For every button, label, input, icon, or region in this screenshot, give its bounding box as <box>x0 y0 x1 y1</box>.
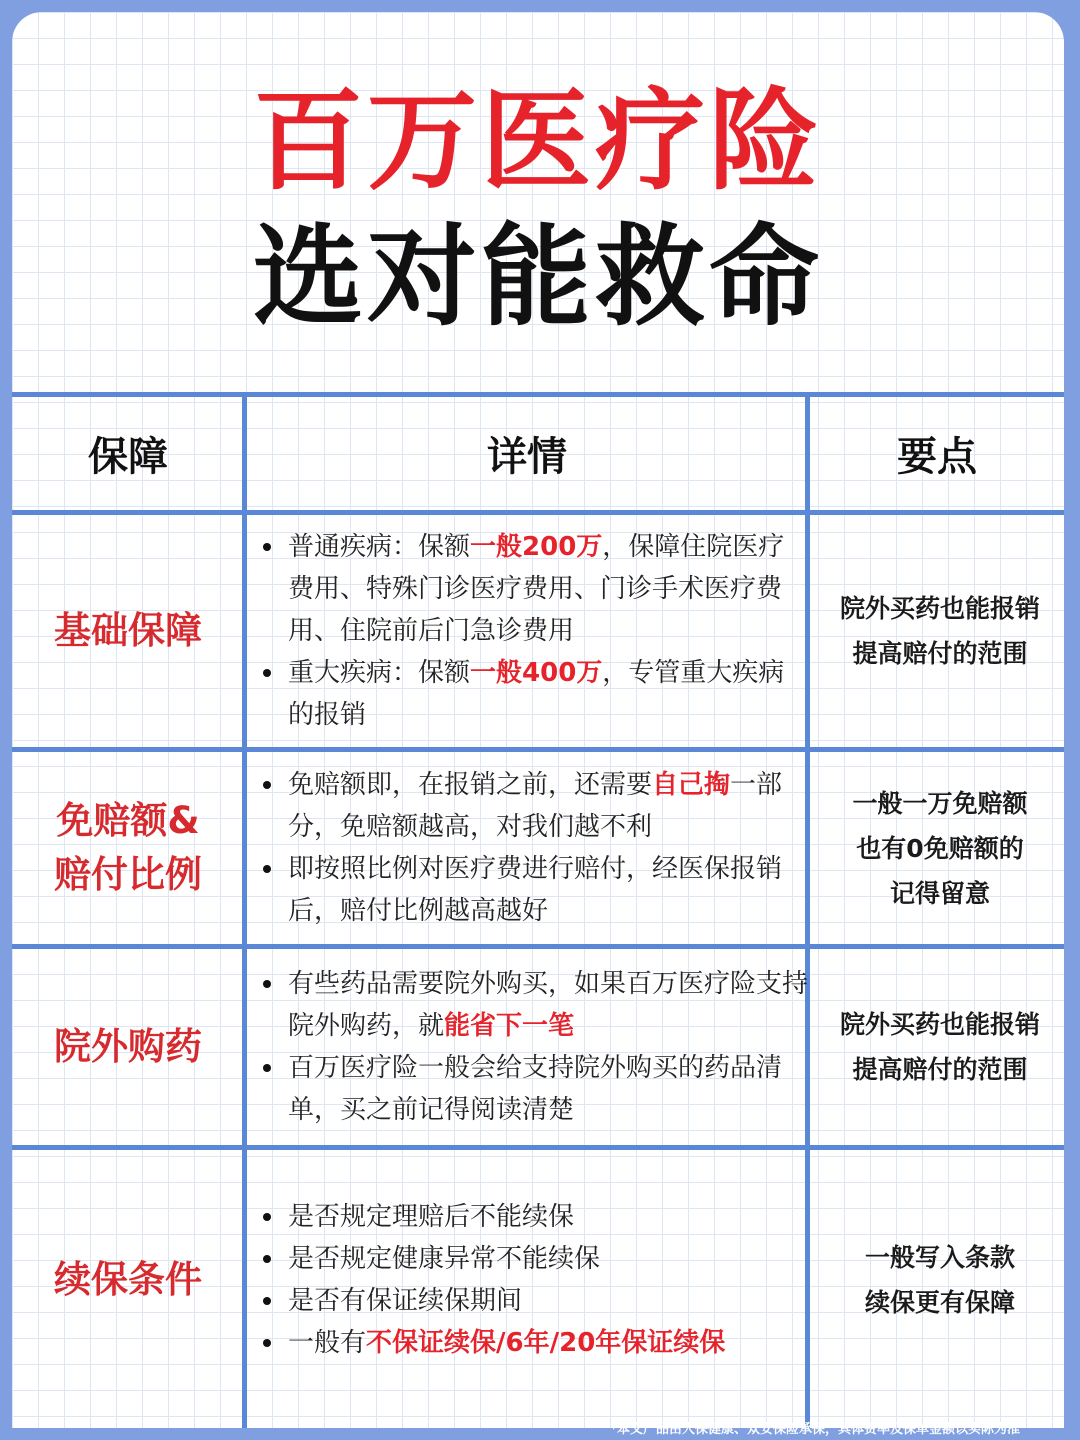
detail-bullet: 是否规定健康异常不能续保 <box>288 1238 808 1280</box>
detail-bullet: 是否有保证续保期间 <box>288 1280 808 1322</box>
row-label-outpatient-drugs <box>12 949 244 1145</box>
row-details <box>252 752 808 944</box>
row-details <box>252 515 808 747</box>
key-point-text: 提高赔付的范围 <box>852 639 1028 668</box>
header-details: 详情 <box>487 433 567 480</box>
row-key-points <box>816 1150 1064 1410</box>
detail-bullet: 是否规定理赔后不能续保 <box>288 1196 808 1238</box>
footnote-disclaimer: *本文产品由人保健康、众安保险承保，具体费率及保单金额以实际为准 <box>610 1422 1020 1437</box>
detail-bullet: 普通疾病：保额一般200万，保障住院医疗费用、特殊门诊医疗费用、门诊手术医疗费用、住院前后门急诊费用 <box>288 526 808 652</box>
row-label-renewal <box>12 1150 244 1410</box>
title-line-1: 百万医疗险 <box>253 77 823 205</box>
detail-bullet: 重大疾病：保额一般400万，专管重大疾病的报销 <box>288 652 808 736</box>
row-key-points <box>816 752 1064 944</box>
detail-bullet: 即按照比例对医疗费进行赔付，经医保报销后，赔付比例越高越好 <box>288 848 808 932</box>
key-point-text: 院外买药也能报销 <box>839 594 1040 623</box>
key-point-text: 一般写入条款 <box>864 1243 1015 1272</box>
header-coverage: 保障 <box>88 433 168 480</box>
detail-bullet: 一般有不保证续保/6年/20年保证续保 <box>288 1322 808 1364</box>
detail-bullet: 免赔额即，在报销之前，还需要自己掏一部分，免赔额越高，对我们越不利 <box>288 764 808 848</box>
key-point-text: 一般一万免赔额 <box>852 788 1028 818</box>
row-label-text: 续保条件 <box>54 1258 202 1301</box>
row-label-text: 院外购药 <box>54 1025 202 1068</box>
row-label-text: 基础保障 <box>54 609 202 652</box>
row-key-points <box>816 515 1064 747</box>
comparison-table <box>12 12 1064 1428</box>
row-label-basic-coverage <box>12 515 244 747</box>
row-label-text: 免赔额& <box>56 799 200 842</box>
detail-bullet: 百万医疗险一般会给支持院外购买的药品清单，买之前记得阅读清楚 <box>288 1047 808 1131</box>
title-line-2: 选对能救命 <box>253 213 823 341</box>
row-label-deductible <box>12 752 244 944</box>
key-point-text: 也有0免赔额的 <box>856 833 1024 863</box>
key-point-text: 院外买药也能报销 <box>839 1010 1040 1039</box>
row-label-text: 赔付比例 <box>54 853 202 896</box>
key-point-text: 提高赔付的范围 <box>852 1055 1028 1084</box>
detail-bullet: 有些药品需要院外购买，如果百万医疗险支持院外购药，就能省下一笔 <box>288 963 808 1047</box>
header-key-points: 要点 <box>897 433 977 480</box>
infographic-card <box>12 12 1064 1428</box>
key-point-text: 记得留意 <box>889 878 990 908</box>
row-details <box>252 949 808 1145</box>
row-details <box>252 1150 808 1410</box>
row-key-points <box>816 949 1064 1145</box>
key-point-text: 续保更有保障 <box>864 1288 1015 1317</box>
